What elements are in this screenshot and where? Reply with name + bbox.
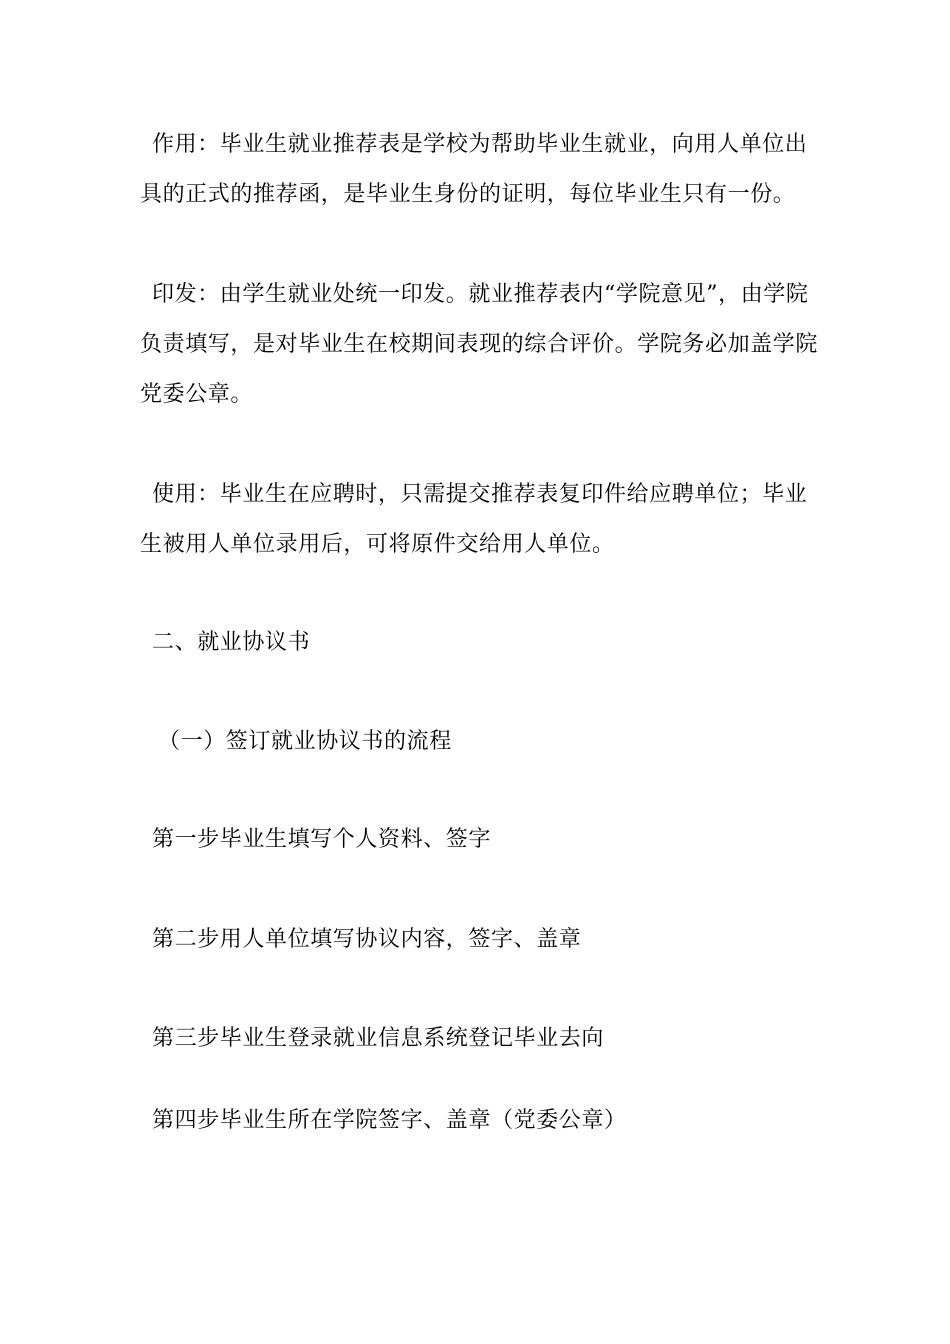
step-item-2: 第二步用人单位填写协议内容，签字、盖章 bbox=[152, 927, 582, 952]
step-item-1: 第一步毕业生填写个人资料、签字 bbox=[152, 827, 492, 852]
step-item-3: 第三步毕业生登录就业信息系统登记毕业去向 bbox=[152, 1026, 605, 1051]
paragraph-use: 使用：毕业生在应聘时，只需提交推荐表复印件给应聘单位；毕业生被用人单位录用后，可将原件交给用人单位。 bbox=[140, 482, 808, 557]
subsection-title: （一）签订就业协议书的流程 bbox=[158, 729, 452, 754]
paragraph-issue: 印发：由学生就业处统一印发。就业推荐表内“学院意见”，由学院负责填写，是对毕业生在校期间表现的综合评价。学院务必加盖学院党委公章。 bbox=[140, 282, 819, 407]
paragraph-role: 作用：毕业生就业推荐表是学校为帮助毕业生就业，向用人单位出具的正式的推荐函，是毕业生身份的证明，每位毕业生只有一份。 bbox=[140, 132, 808, 207]
step-item-4: 第四步毕业生所在学院签字、盖章（党委公章） bbox=[152, 1108, 627, 1133]
section-title: 二、就业协议书 bbox=[152, 630, 311, 655]
